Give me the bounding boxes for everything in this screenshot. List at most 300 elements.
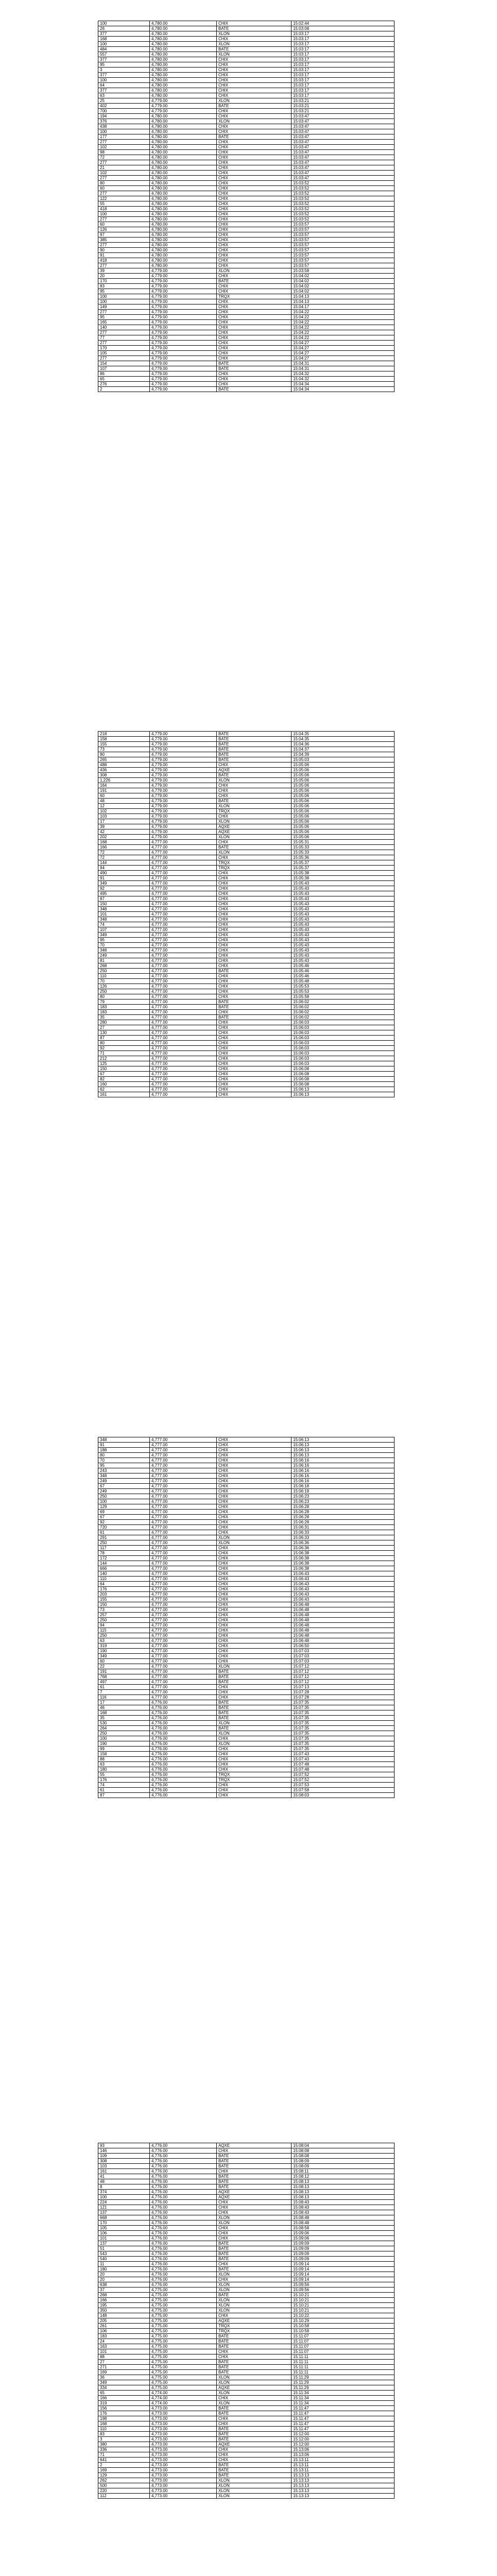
table-row — [98, 160, 395, 165]
volume-cell: 156 — [98, 2406, 150, 2411]
price-cell: 4,773.00 — [150, 2473, 217, 2478]
price-cell: 4,774.00 — [150, 2391, 217, 2396]
price-cell: 4,779.00 — [150, 732, 217, 737]
volume-cell: 243 — [98, 1468, 150, 1473]
volume-cell: 176 — [98, 1777, 150, 1783]
venue-cell: BATE — [217, 361, 292, 366]
venue-cell: BATE — [217, 1726, 292, 1731]
volume-cell: 183 — [98, 1010, 150, 1015]
table-row — [98, 212, 395, 217]
venue-cell: CHIX — [217, 377, 292, 382]
volume-cell: 277 — [98, 243, 150, 248]
time-cell: 15:05:43 — [292, 938, 395, 943]
venue-cell: BATE — [217, 2360, 292, 2365]
venue-cell: CHIX — [217, 176, 292, 181]
price-cell: 4,775.00 — [150, 2375, 217, 2380]
price-cell: 4,777.00 — [150, 1092, 217, 1097]
price-cell: 4,776.00 — [150, 1721, 217, 1726]
price-cell: 4,776.00 — [150, 2184, 217, 2190]
table-row — [98, 294, 395, 299]
time-cell: 15:03:47 — [292, 171, 395, 176]
time-cell: 15:12:00 — [292, 2432, 395, 2437]
price-cell: 4,776.00 — [150, 1736, 217, 1741]
volume-cell: 308 — [98, 2159, 150, 2164]
price-cell: 4,779.00 — [150, 289, 217, 294]
price-cell: 4,780.00 — [150, 129, 217, 134]
price-cell: 4,779.00 — [150, 382, 217, 387]
price-cell: 4,776.00 — [150, 2246, 217, 2251]
time-cell: 15:07:35 — [292, 1721, 395, 1726]
volume-cell: 117 — [98, 1546, 150, 1551]
volume-cell: 348 — [98, 1437, 150, 1443]
table-row — [98, 191, 395, 196]
price-cell: 4,777.00 — [150, 866, 217, 871]
table-row — [98, 1669, 395, 1674]
venue-cell: BATE — [217, 799, 292, 804]
table-row — [98, 2432, 395, 2437]
price-cell: 4,775.00 — [150, 2324, 217, 2329]
table-row — [98, 881, 395, 886]
price-cell: 4,773.00 — [150, 2447, 217, 2452]
venue-cell: XLON — [217, 2483, 292, 2488]
table-row — [98, 1520, 395, 1525]
time-cell: 15:05:43 — [292, 886, 395, 891]
volume-cell: 172 — [98, 1556, 150, 1561]
price-cell: 4,780.00 — [150, 217, 217, 222]
venue-cell: CHIX — [217, 1546, 292, 1551]
price-cell: 4,779.00 — [150, 814, 217, 819]
venue-cell: TRQX — [217, 294, 292, 299]
venue-cell: TRQX — [217, 1777, 292, 1783]
venue-cell: CHIX — [217, 2277, 292, 2282]
price-cell: 4,779.00 — [150, 268, 217, 274]
price-cell: 4,780.00 — [150, 176, 217, 181]
time-cell: 15:11:34 — [292, 2401, 395, 2406]
table-row — [98, 866, 395, 871]
time-cell: 15:03:57 — [292, 227, 395, 232]
price-cell: 4,777.00 — [150, 1669, 217, 1674]
venue-cell: CHIX — [217, 165, 292, 171]
price-cell: 4,780.00 — [150, 119, 217, 124]
venue-cell: CHIX — [217, 1453, 292, 1458]
time-cell: 15:06:02 — [292, 1005, 395, 1010]
venue-cell: XLON — [217, 2380, 292, 2385]
table-row — [98, 1623, 395, 1628]
price-cell: 4,775.00 — [150, 2339, 217, 2344]
table-row — [98, 1690, 395, 1695]
time-cell: 15:07:35 — [292, 1747, 395, 1752]
venue-cell: XLON — [217, 98, 292, 104]
table-row — [98, 969, 395, 974]
time-cell: 15:03:47 — [292, 119, 395, 124]
price-cell: 4,777.00 — [150, 1638, 217, 1643]
table-row — [98, 2401, 395, 2406]
volume-cell: 158 — [98, 1752, 150, 1757]
venue-cell: CHIX — [217, 325, 292, 330]
price-cell: 4,776.00 — [150, 2262, 217, 2267]
table-row — [98, 1638, 395, 1643]
volume-cell: 116 — [98, 1695, 150, 1700]
price-cell: 4,777.00 — [150, 1659, 217, 1664]
volume-cell: 73 — [98, 747, 150, 752]
venue-cell: XLON — [217, 1535, 292, 1540]
price-cell: 4,777.00 — [150, 1041, 217, 1046]
venue-cell: CHIX — [217, 1551, 292, 1556]
venue-cell: XLON — [217, 2308, 292, 2313]
venue-cell: CHIX — [217, 351, 292, 356]
table-row — [98, 1489, 395, 1494]
venue-cell: CHIX — [217, 1623, 292, 1628]
time-cell: 15:03:52 — [292, 201, 395, 207]
table-row — [98, 2406, 395, 2411]
venue-cell: CHIX — [217, 1525, 292, 1530]
volume-cell: 61 — [98, 1685, 150, 1690]
time-cell: 15:05:43 — [292, 891, 395, 896]
table-row — [98, 2483, 395, 2488]
venue-cell: BATE — [217, 2365, 292, 2370]
price-cell: 4,779.00 — [150, 335, 217, 341]
time-cell: 15:08:03 — [292, 1793, 395, 1798]
price-cell: 4,780.00 — [150, 263, 217, 268]
time-cell: 15:06:13 — [292, 1448, 395, 1453]
time-cell: 15:03:17 — [292, 57, 395, 62]
price-cell: 4,777.00 — [150, 1613, 217, 1618]
volume-cell: 1,226 — [98, 778, 150, 783]
venue-cell: CHIX — [217, 881, 292, 886]
venue-cell: BATE — [217, 2468, 292, 2473]
time-cell: 15:04:13 — [292, 294, 395, 299]
table-row — [98, 263, 395, 268]
table-row — [98, 129, 395, 134]
volume-cell: 102 — [98, 809, 150, 814]
price-cell: 4,780.00 — [150, 227, 217, 232]
time-cell: 15:07:48 — [292, 1767, 395, 1772]
volume-cell: 91 — [98, 876, 150, 881]
volume-cell: 12 — [98, 804, 150, 809]
time-cell: 15:03:47 — [292, 134, 395, 140]
volume-cell: 700 — [98, 109, 150, 114]
price-cell: 4,777.00 — [150, 1082, 217, 1087]
volume-cell: 86 — [98, 371, 150, 377]
time-cell: 15:04:31 — [292, 361, 395, 366]
venue-cell: BATE — [217, 2159, 292, 2164]
table-row — [98, 824, 395, 829]
table-row — [98, 732, 395, 737]
time-cell: 15:08:09 — [292, 2164, 395, 2169]
price-cell: 4,776.00 — [150, 2179, 217, 2184]
time-cell: 15:07:13 — [292, 1685, 395, 1690]
table-row — [98, 2375, 395, 2380]
table-row — [98, 268, 395, 274]
time-cell: 15:05:06 — [292, 788, 395, 793]
price-cell: 4,780.00 — [150, 222, 217, 227]
time-cell: 15:06:28 — [292, 1515, 395, 1520]
volume-cell: 348 — [98, 907, 150, 912]
time-cell: 15:09:56 — [292, 2282, 395, 2287]
volume-cell: 107 — [98, 927, 150, 933]
price-cell: 4,777.00 — [150, 1066, 217, 1072]
table-row — [98, 222, 395, 227]
price-cell: 4,777.00 — [150, 1582, 217, 1587]
price-cell: 4,780.00 — [150, 140, 217, 145]
time-cell: 15:11:47 — [292, 2416, 395, 2421]
table-row — [98, 1628, 395, 1633]
price-cell: 4,776.00 — [150, 1752, 217, 1757]
table-row — [98, 2303, 395, 2308]
time-cell: 15:06:03 — [292, 1051, 395, 1056]
table-row — [98, 2324, 395, 2329]
volume-cell: 60 — [98, 222, 150, 227]
price-cell: 4,776.00 — [150, 1741, 217, 1747]
price-cell: 4,776.00 — [150, 2277, 217, 2282]
time-cell: 15:04:22 — [292, 315, 395, 320]
table-row — [98, 1443, 395, 1448]
time-cell: 15:05:43 — [292, 912, 395, 917]
venue-cell: BATE — [217, 279, 292, 284]
time-cell: 15:07:12 — [292, 1664, 395, 1669]
venue-cell: CHIX — [217, 62, 292, 67]
venue-cell: XLON — [217, 42, 292, 47]
price-cell: 4,776.00 — [150, 2143, 217, 2148]
price-cell: 4,779.00 — [150, 809, 217, 814]
table-row — [98, 1494, 395, 1499]
table-row — [98, 927, 395, 933]
price-cell: 4,780.00 — [150, 62, 217, 67]
table-row — [98, 73, 395, 78]
venue-cell: XLON — [217, 778, 292, 783]
time-cell: 15:07:35 — [292, 1710, 395, 1716]
volume-cell: 35 — [98, 1015, 150, 1020]
table-row — [98, 186, 395, 191]
price-cell: 4,777.00 — [150, 1473, 217, 1479]
price-cell: 4,777.00 — [150, 850, 217, 855]
venue-cell: CHIX — [217, 953, 292, 958]
table-row — [98, 1664, 395, 1669]
time-cell: 15:03:21 — [292, 104, 395, 109]
volume-cell: 224 — [98, 2200, 150, 2205]
volume-cell: 277 — [98, 341, 150, 346]
time-cell: 15:05:43 — [292, 933, 395, 938]
price-cell: 4,773.00 — [150, 2494, 217, 2499]
venue-cell: CHIX — [217, 891, 292, 896]
venue-cell: CHIX — [217, 243, 292, 248]
table-row — [98, 2380, 395, 2385]
volume-cell: 349 — [98, 1654, 150, 1659]
volume-cell: 277 — [98, 217, 150, 222]
table-row — [98, 201, 395, 207]
table-row — [98, 948, 395, 953]
table-row — [98, 1077, 395, 1082]
price-cell: 4,777.00 — [150, 855, 217, 860]
volume-cell: 20 — [98, 2277, 150, 2282]
table-row — [98, 799, 395, 804]
time-cell: 15:03:57 — [292, 222, 395, 227]
venue-cell: CHIX — [217, 1066, 292, 1072]
time-cell: 15:06:43 — [292, 1577, 395, 1582]
price-cell: 4,780.00 — [150, 160, 217, 165]
venue-cell: TRQX — [217, 866, 292, 871]
table-row — [98, 2339, 395, 2344]
price-cell: 4,780.00 — [150, 186, 217, 191]
volume-cell: 106 — [98, 2231, 150, 2236]
price-cell: 4,780.00 — [150, 93, 217, 98]
price-cell: 4,777.00 — [150, 1674, 217, 1680]
venue-cell: CHIX — [217, 1566, 292, 1571]
price-cell: 4,777.00 — [150, 1633, 217, 1638]
time-cell: 15:08:11 — [292, 2169, 395, 2174]
table-row — [98, 2463, 395, 2468]
volume-cell: 376 — [98, 119, 150, 124]
time-cell: 15:03:17 — [292, 42, 395, 47]
price-cell: 4,780.00 — [150, 212, 217, 217]
table-row — [98, 917, 395, 922]
volume-cell: 155 — [98, 742, 150, 747]
table-row — [98, 1504, 395, 1510]
table-row — [98, 2169, 395, 2174]
volume-cell: 277 — [98, 310, 150, 315]
time-cell: 15:06:16 — [292, 1468, 395, 1473]
venue-cell: BATE — [217, 2344, 292, 2349]
price-cell: 4,776.00 — [150, 1705, 217, 1710]
table-row — [98, 310, 395, 315]
price-cell: 4,779.00 — [150, 371, 217, 377]
time-cell: 15:04:02 — [292, 279, 395, 284]
volume-cell: 348 — [98, 948, 150, 953]
volume-cell: 638 — [98, 2282, 150, 2287]
price-cell: 4,776.00 — [150, 2251, 217, 2257]
time-cell: 15:11:11 — [292, 2370, 395, 2375]
volume-cell: 161 — [98, 2169, 150, 2174]
price-cell: 4,779.00 — [150, 768, 217, 773]
price-cell: 4,777.00 — [150, 1005, 217, 1010]
price-cell: 4,775.00 — [150, 2303, 217, 2308]
venue-cell: CHIX — [217, 78, 292, 83]
venue-cell: TRQX — [217, 2329, 292, 2334]
time-cell: 15:05:43 — [292, 922, 395, 927]
time-cell: 15:10:21 — [292, 2298, 395, 2303]
time-cell: 15:03:47 — [292, 145, 395, 150]
price-cell: 4,777.00 — [150, 953, 217, 958]
venue-cell: BATE — [217, 134, 292, 140]
time-cell: 15:06:48 — [292, 1618, 395, 1623]
table-row — [98, 1741, 395, 1747]
venue-cell: XLON — [217, 2298, 292, 2303]
table-row — [98, 2488, 395, 2494]
venue-cell: CHIX — [217, 1690, 292, 1695]
venue-cell: XLON — [217, 119, 292, 124]
volume-cell: 276 — [98, 382, 150, 387]
price-cell: 4,779.00 — [150, 804, 217, 809]
price-cell: 4,777.00 — [150, 1597, 217, 1602]
venue-cell: CHIX — [217, 310, 292, 315]
table-row — [98, 289, 395, 294]
volume-cell: 95 — [98, 62, 150, 67]
volume-cell: 169 — [98, 2370, 150, 2375]
price-cell: 4,777.00 — [150, 1468, 217, 1473]
venue-cell: CHIX — [217, 912, 292, 917]
venue-cell: XLON — [217, 2488, 292, 2494]
table-row — [98, 1752, 395, 1757]
volume-cell: 51 — [98, 2246, 150, 2251]
venue-cell: CHIX — [217, 258, 292, 263]
table-row — [98, 804, 395, 809]
venue-cell: BATE — [217, 1680, 292, 1685]
venue-cell: BATE — [217, 2267, 292, 2272]
volume-cell: 271 — [98, 2365, 150, 2370]
table-row — [98, 2236, 395, 2241]
time-cell: 15:06:03 — [292, 1041, 395, 1046]
price-cell: 4,779.00 — [150, 109, 217, 114]
time-cell: 15:04:17 — [292, 304, 395, 310]
volume-cell: 98 — [98, 150, 150, 155]
price-cell: 4,776.00 — [150, 1747, 217, 1752]
venue-cell: CHIX — [217, 1695, 292, 1700]
time-cell: 15:06:16 — [292, 1463, 395, 1468]
venue-cell: BATE — [217, 2251, 292, 2257]
venue-cell: CHIX — [217, 196, 292, 201]
venue-cell: CHIX — [217, 1649, 292, 1654]
time-cell: 15:04:02 — [292, 289, 395, 294]
venue-cell: CHIX — [217, 1607, 292, 1613]
time-cell: 15:03:17 — [292, 88, 395, 93]
price-cell: 4,777.00 — [150, 1087, 217, 1092]
volume-cell: 250 — [98, 1633, 150, 1638]
venue-cell: CHIX — [217, 1659, 292, 1664]
time-cell: 15:05:06 — [292, 778, 395, 783]
table-row — [98, 62, 395, 67]
volume-cell: 67 — [98, 1515, 150, 1520]
venue-cell: CHIX — [217, 1087, 292, 1092]
volume-cell: 73 — [98, 1607, 150, 1613]
table-row — [98, 793, 395, 799]
time-cell: 15:11:29 — [292, 2385, 395, 2391]
time-cell: 15:06:03 — [292, 1056, 395, 1061]
volume-cell: 81 — [98, 958, 150, 963]
time-cell: 15:04:39 — [292, 752, 395, 757]
table-row — [98, 1571, 395, 1577]
volume-cell: 190 — [98, 1741, 150, 1747]
price-cell: 4,779.00 — [150, 279, 217, 284]
time-cell: 15:06:18 — [292, 1484, 395, 1489]
volume-cell: 349 — [98, 2380, 150, 2385]
venue-cell: CHIX — [217, 1783, 292, 1788]
venue-cell: BATE — [217, 2154, 292, 2159]
volume-cell: 64 — [98, 1582, 150, 1587]
volume-cell: 191 — [98, 788, 150, 793]
volume-cell: 176 — [98, 2411, 150, 2416]
price-cell: 4,777.00 — [150, 999, 217, 1005]
table-row — [98, 1092, 395, 1097]
time-cell: 15:04:13 — [292, 299, 395, 304]
price-cell: 4,773.00 — [150, 2416, 217, 2421]
volume-cell: 95 — [98, 938, 150, 943]
venue-cell: CHIX — [217, 1757, 292, 1762]
price-cell: 4,775.00 — [150, 2329, 217, 2334]
venue-cell: XLON — [217, 850, 292, 855]
volume-cell: 250 — [98, 1731, 150, 1736]
time-cell: 15:08:58 — [292, 2226, 395, 2231]
venue-cell: BATE — [217, 2241, 292, 2246]
price-cell: 4,773.00 — [150, 2442, 217, 2447]
volume-cell: 94 — [98, 866, 150, 871]
venue-cell: CHIX — [217, 171, 292, 176]
time-cell: 15:10:21 — [292, 2303, 395, 2308]
table-row — [98, 1551, 395, 1556]
volume-cell: 170 — [98, 346, 150, 351]
price-cell: 4,780.00 — [150, 57, 217, 62]
time-cell: 15:03:08 — [292, 26, 395, 31]
venue-cell: CHIX — [217, 222, 292, 227]
